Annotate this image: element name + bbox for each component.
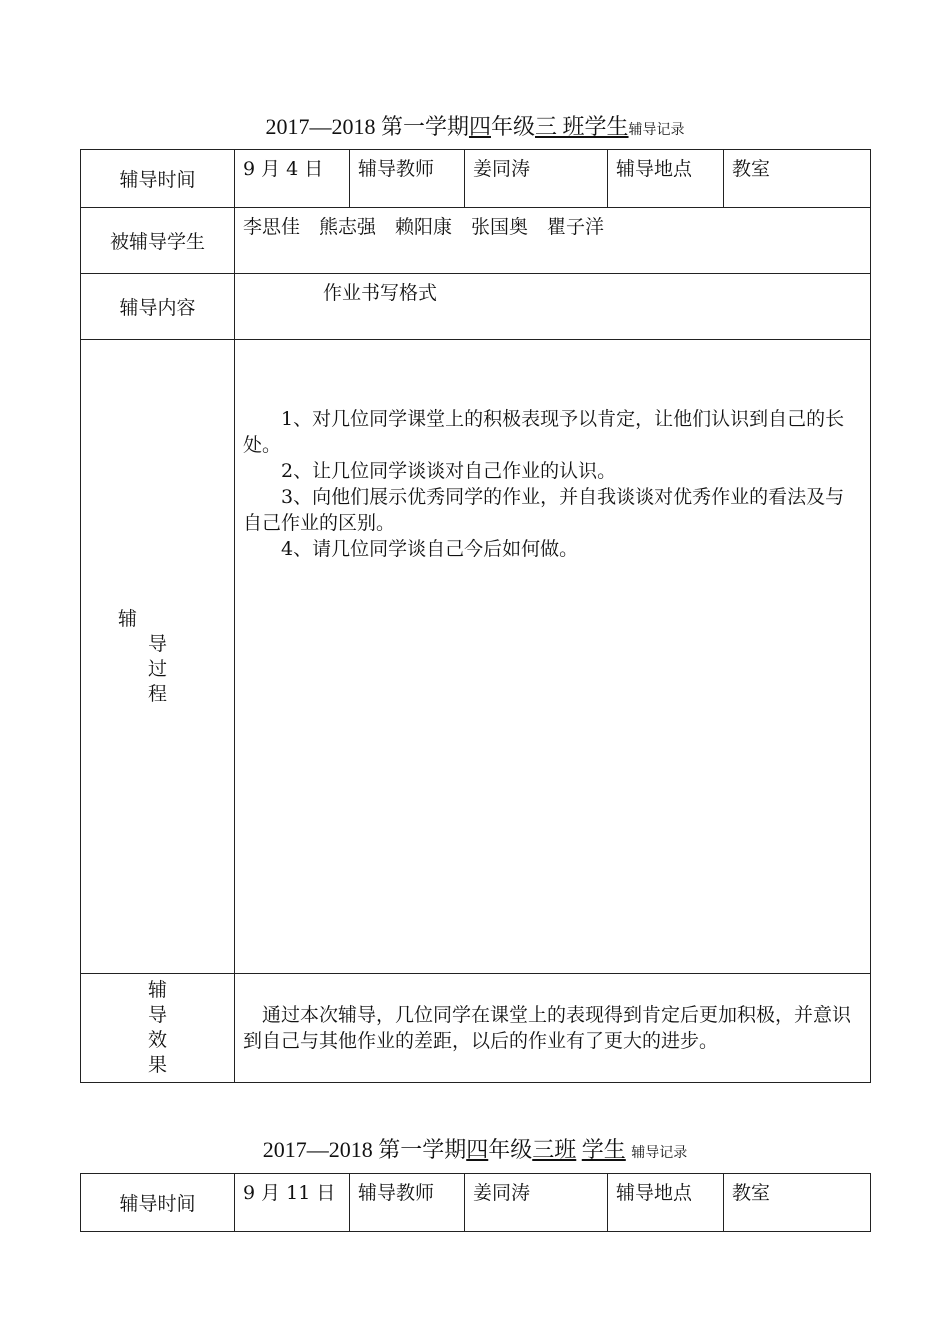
record2-table <box>80 1173 871 1232</box>
time-row <box>81 1174 871 1232</box>
process-label <box>81 340 235 974</box>
process-step: 4、请几位同学谈自己今后如何做。 <box>281 538 579 560</box>
title-class: 三 班 <box>535 114 585 139</box>
title-prefix: 2017—2018 第一学期 <box>265 114 469 139</box>
effect-row <box>81 974 871 1083</box>
teacher-value: 姜同涛 <box>465 1174 608 1232</box>
date-value: 9 月 11 日 <box>235 1174 350 1232</box>
time-label: 辅导时间 <box>81 150 235 208</box>
students-row <box>81 208 871 274</box>
time-row <box>81 150 871 208</box>
title-students: 学生 <box>581 1137 626 1162</box>
record1-table <box>80 149 871 1083</box>
effect-label-char: 导 <box>147 1004 167 1026</box>
students-value: 李思佳 熊志强 赖阳康 张国奥 瞿子洋 <box>235 208 871 274</box>
record1-title <box>80 110 870 141</box>
students-label: 被辅导学生 <box>81 208 235 274</box>
effect-label-char: 效 <box>147 1029 167 1051</box>
content-row <box>81 274 871 340</box>
process-step: 1、对几位同学课堂上的积极表现予以肯定，让他们认识到自己的长处。 <box>243 408 845 456</box>
title-suffix: 辅导记录 <box>628 123 685 138</box>
process-label-char: 过 <box>147 657 167 680</box>
effect-text <box>235 974 871 1083</box>
effect-label <box>81 974 235 1083</box>
title-prefix: 2017—2018 第一学期 <box>262 1137 467 1162</box>
effect-paragraph: 通过本次辅导，几位同学在课堂上的表现得到肯定后更加积极，并意识到自己与其他作业的差距，以后的作业有了更大的进步。 <box>243 1004 852 1052</box>
content-value: 作业书写格式 <box>235 274 871 340</box>
teacher-label: 辅导教师 <box>350 1174 465 1232</box>
title-suffix: 辅导记录 <box>631 1146 688 1161</box>
teacher-label: 辅导教师 <box>350 150 465 208</box>
content-label: 辅导内容 <box>81 274 235 340</box>
process-step: 3、向他们展示优秀同学的作业，并自我谈谈对优秀作业的看法及与自己作业的区别。 <box>243 486 845 534</box>
effect-label-char: 辅 <box>147 979 167 1001</box>
effect-label-char: 果 <box>147 1054 167 1076</box>
title-grade-suffix: 年级 <box>488 1137 533 1162</box>
time-label: 辅导时间 <box>81 1174 235 1232</box>
location-label: 辅导地点 <box>608 1174 724 1232</box>
process-label-char: 程 <box>147 682 167 705</box>
title-grade: 四 <box>466 1137 489 1162</box>
title-grade-suffix: 年级 <box>490 114 535 139</box>
location-value: 教室 <box>724 1174 871 1232</box>
title-students: 学生 <box>584 114 629 139</box>
location-label: 辅导地点 <box>608 150 724 208</box>
process-label-char: 辅 <box>117 607 137 630</box>
title-class: 三班 <box>532 1137 577 1162</box>
title-grade: 四 <box>468 114 491 139</box>
process-step: 2、让几位同学谈谈对自己作业的认识。 <box>281 460 617 482</box>
record2-title <box>80 1133 870 1164</box>
process-row <box>81 340 871 974</box>
process-text <box>235 340 871 974</box>
teacher-value: 姜同涛 <box>465 150 608 208</box>
location-value: 教室 <box>724 150 871 208</box>
date-value: 9 月 4 日 <box>235 150 350 208</box>
process-label-char: 导 <box>147 632 167 655</box>
